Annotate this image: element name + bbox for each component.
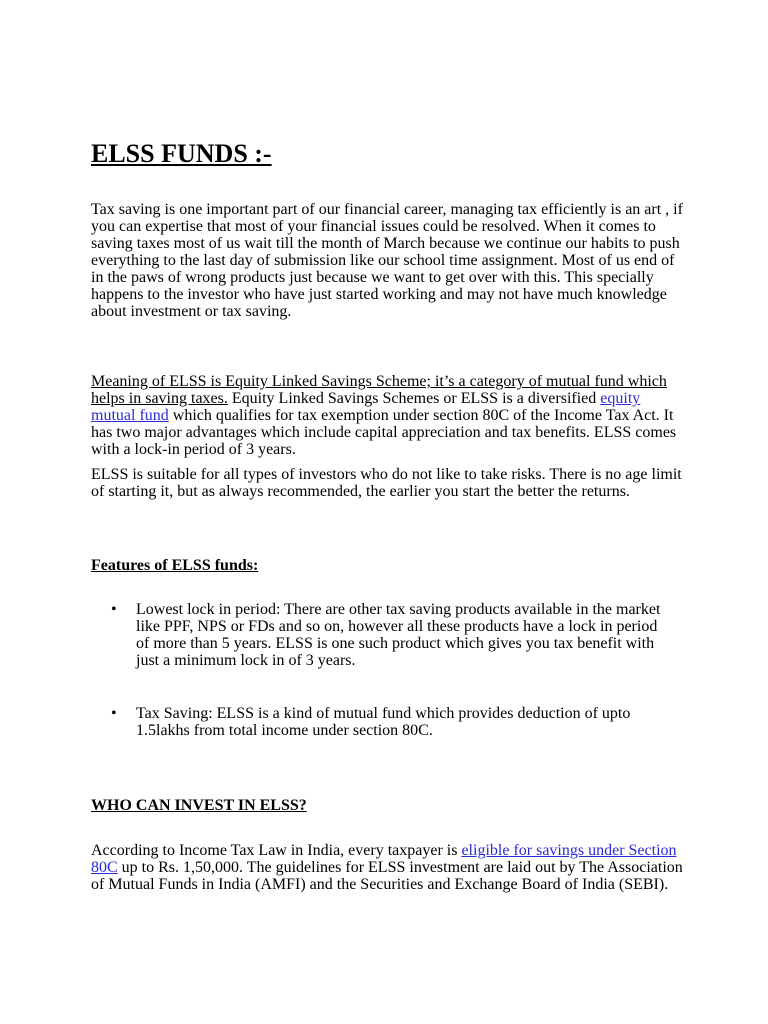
bullet-icon: • (111, 705, 117, 722)
who-text-after-link: up to Rs. 1,50,000. The guidelines for ELSS investment are laid out by The Association of Mutual Funds in India (AMFI) and the Securities and Exchange Board of India (SEBI). (91, 859, 683, 893)
meaning-paragraph (91, 373, 683, 458)
feature-list-item (111, 601, 671, 669)
document-title: ELSS FUNDS :- (91, 139, 272, 168)
intro-paragraph: Tax saving is one important part of our financial career, managing tax efficiently is an art , if you can expertise that most of your financial issues could be resolved. When it comes to saving taxes most of us wait till the month of March because we continue our habits to push everything to the last day of submission like our school time assignment. Most of us end of in the paws of wrong products just because we want to get over with this. This specially happens to the investor who have just started working and may not have much knowledge about investment or tax saving. (91, 201, 683, 320)
meaning-text-before-link: Equity Linked Savings Schemes or ELSS is a diversified (227, 390, 601, 407)
feature-list-item (111, 705, 671, 739)
meaning-text-after-link: which qualifies for tax exemption under section 80C of the Income Tax Act. It has two major advantages which include capital appreciation and tax benefits. ELSS comes with a lock-in period of 3 years. (91, 407, 677, 458)
bullet-icon: • (111, 601, 117, 618)
feature-text: Tax Saving: ELSS is a kind of mutual fund which provides deduction of upto 1.5lakhs from total income under section 80C. (136, 705, 631, 739)
meaning-lead-text: Meaning of ELSS is Equity Linked Savings Scheme; it’s a category of mutual fund which helps in saving taxes. (91, 373, 667, 407)
who-can-invest-paragraph (91, 842, 683, 893)
who-text-before-link: According to Income Tax Law in India, every taxpayer is (91, 842, 462, 859)
equity-mutual-fund-link[interactable]: equity mutual fund (91, 390, 641, 424)
features-heading: Features of ELSS funds: (91, 557, 259, 574)
who-can-invest-heading: WHO CAN INVEST IN ELSS? (91, 797, 307, 814)
feature-text: Lowest lock in period: There are other tax saving products available in the market like PPF, NPS or FDs and so on, however all these products have a lock in period of more than 5 years. ELSS is one such product which gives you tax benefit with just a minimum lock in of 3 years. (136, 601, 661, 669)
section-80c-link[interactable]: eligible for savings under Section 80C (91, 842, 677, 876)
suitability-paragraph: ELSS is suitable for all types of investors who do not like to take risks. There is no age limit of starting it, but as always recommended, the earlier you start the better the returns. (91, 466, 682, 500)
